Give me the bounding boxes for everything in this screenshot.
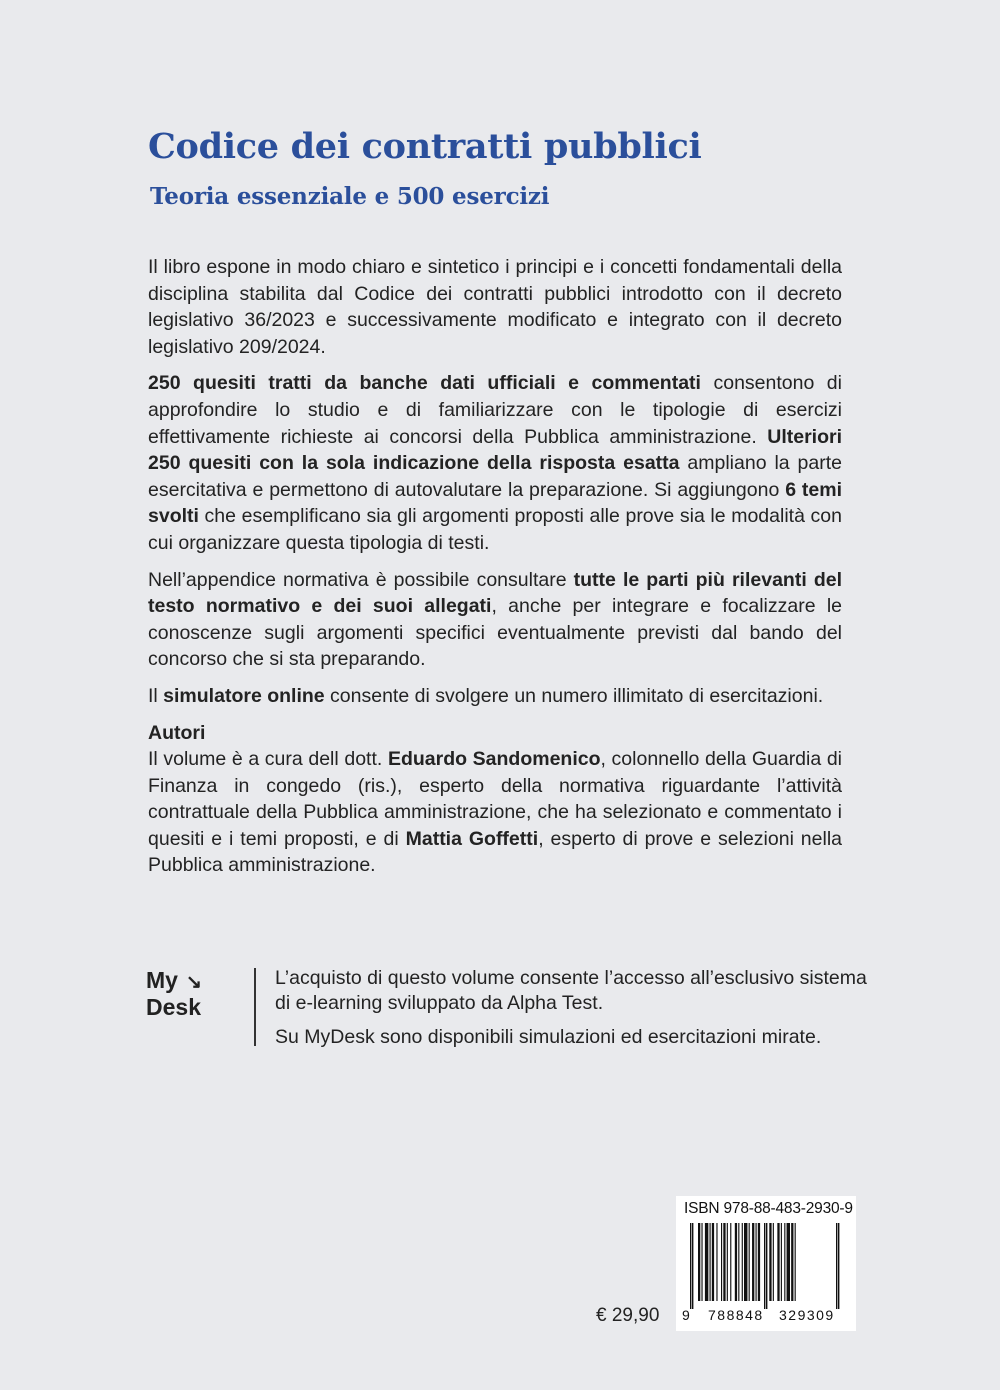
paragraph-simulator (148, 683, 842, 710)
text-span: consentono di approfondire lo studio e di familiarizzare con le tipologie di esercizi effettivamente richieste ai concorsi della Pubblica amministrazione. (148, 372, 842, 448)
isbn-label: ISBN 978-88-483-2930-9 (684, 1200, 853, 1217)
isbn-barcode (676, 1196, 856, 1331)
mydesk-info (275, 966, 875, 1059)
price-label: € 29,90 (596, 1305, 660, 1326)
author-name: Mattia Goffetti (405, 827, 539, 850)
barcode-digits-left: 788848 (708, 1307, 764, 1323)
barcode-guard-bar (836, 1223, 837, 1309)
barcode-bar (730, 1223, 731, 1301)
mydesk-logo (146, 968, 202, 1019)
barcode-guard-bar (764, 1223, 765, 1309)
author-name: Eduardo Sandomenico (387, 748, 601, 771)
bold-phrase: tutte le parti più rilevanti del testo normativo e dei suoi allegati (148, 568, 842, 618)
bold-phrase: 250 quesiti tratti da banche dati ufficiali e commentati (148, 372, 701, 395)
mydesk-access-text: L’acquisto di questo volume consente l’accesso all’esclusivo sistema di e-learning sviluppato da Alpha Test. (275, 967, 867, 1014)
text-span: consente di svolgere un numero illimitato di esercitazioni. (324, 684, 824, 707)
paragraph-exercises (148, 370, 842, 556)
barcode-bar (784, 1223, 785, 1301)
text-span: che esemplificano sia gli argomenti proposti alle prove sia le modalità con cui organizzare questa tipologia di testi. (148, 505, 842, 554)
barcode-bars (676, 1221, 856, 1311)
barcode-guard-bar (766, 1223, 767, 1309)
barcode-guard-bar (692, 1223, 693, 1309)
paragraph-intro: Il libro espone in modo chiaro e sintetico i principi e i concetti fondamentali della disciplina stabilita dal Codice dei contratti pubblici introdotto con il decreto legislativo 36/2023 e successivamente modificato e integrato con il decreto legislativo 209/2024. (148, 256, 842, 358)
barcode-digit-first: 9 (682, 1307, 690, 1323)
book-title: Codice dei contratti pubblici (148, 126, 702, 167)
text-span: , esperto di prove e selezioni nella Pubblica amministrazione. (148, 827, 843, 877)
barcode-bar (742, 1223, 743, 1301)
barcode-guard-bar (838, 1223, 839, 1309)
barcode-bar (769, 1223, 771, 1301)
barcode-bar (723, 1223, 725, 1301)
barcode-bar (744, 1223, 747, 1301)
barcode-bar (735, 1223, 737, 1301)
barcode-bar (787, 1223, 790, 1301)
text-span: Il (148, 684, 164, 707)
bold-phrase: Ulteriori 250 quesiti con la sola indicazione della risposta esatta (148, 425, 842, 475)
paragraph-authors (148, 720, 842, 880)
barcode-bar (710, 1223, 711, 1301)
barcode-bar (721, 1223, 722, 1301)
barcode-bar (791, 1223, 793, 1301)
authors-heading: Autori (148, 721, 206, 744)
arrow-down-right-icon: ↘ (185, 972, 202, 993)
barcode-bar (698, 1223, 700, 1301)
bold-phrase: simulatore online (163, 684, 325, 707)
barcode-bar (777, 1223, 779, 1301)
barcode-bar (781, 1223, 782, 1301)
logo-my: My (146, 967, 178, 993)
barcode-digits-right: 329309 (779, 1307, 835, 1323)
barcode-bar (773, 1223, 774, 1301)
text-span: , anche per integrare e focalizzare le conoscenze sugli argomenti specifici eventualmente previsti dal bando del concorso che si sta preparando. (148, 595, 842, 671)
bold-phrase: 6 temi svolti (148, 478, 843, 528)
text-span: ampliano la parte esercitativa e permettono di autovalutare la preparazione. Si aggiungono (148, 452, 843, 501)
barcode-bar (712, 1223, 714, 1301)
text-span: Nell’appendice normativa è possibile consultare (148, 568, 574, 591)
logo-desk: Desk (146, 994, 201, 1020)
book-subtitle: Teoria essenziale e 500 esercizi (150, 183, 550, 210)
text-span: Il volume è a cura dell dott. (148, 748, 388, 771)
barcode-bar (756, 1223, 757, 1301)
barcode-bar (705, 1223, 708, 1301)
vertical-divider (254, 968, 256, 1046)
barcode-bar (758, 1223, 760, 1301)
barcode-bar (727, 1223, 728, 1301)
mydesk-features-text: Su MyDesk sono disponibili simulazioni ed esercitazioni mirate. (275, 1026, 822, 1048)
paragraph-appendix (148, 567, 842, 673)
barcode-bar (738, 1223, 739, 1301)
barcode-bar (749, 1223, 750, 1301)
barcode-bar (716, 1223, 717, 1301)
text-span: , colonnello della Guardia di Finanza in congedo (ris.), esperto della normativa riguardante l’attività contrattuale della Pubblica amministrazione, che ha selezionato e commentato i quesiti e i temi proposti, e di (148, 748, 843, 850)
barcode-bar (701, 1223, 702, 1301)
description-text (148, 254, 842, 889)
barcode-bar (752, 1223, 754, 1301)
barcode-bar (795, 1223, 796, 1301)
barcode-guard-bar (690, 1223, 691, 1309)
